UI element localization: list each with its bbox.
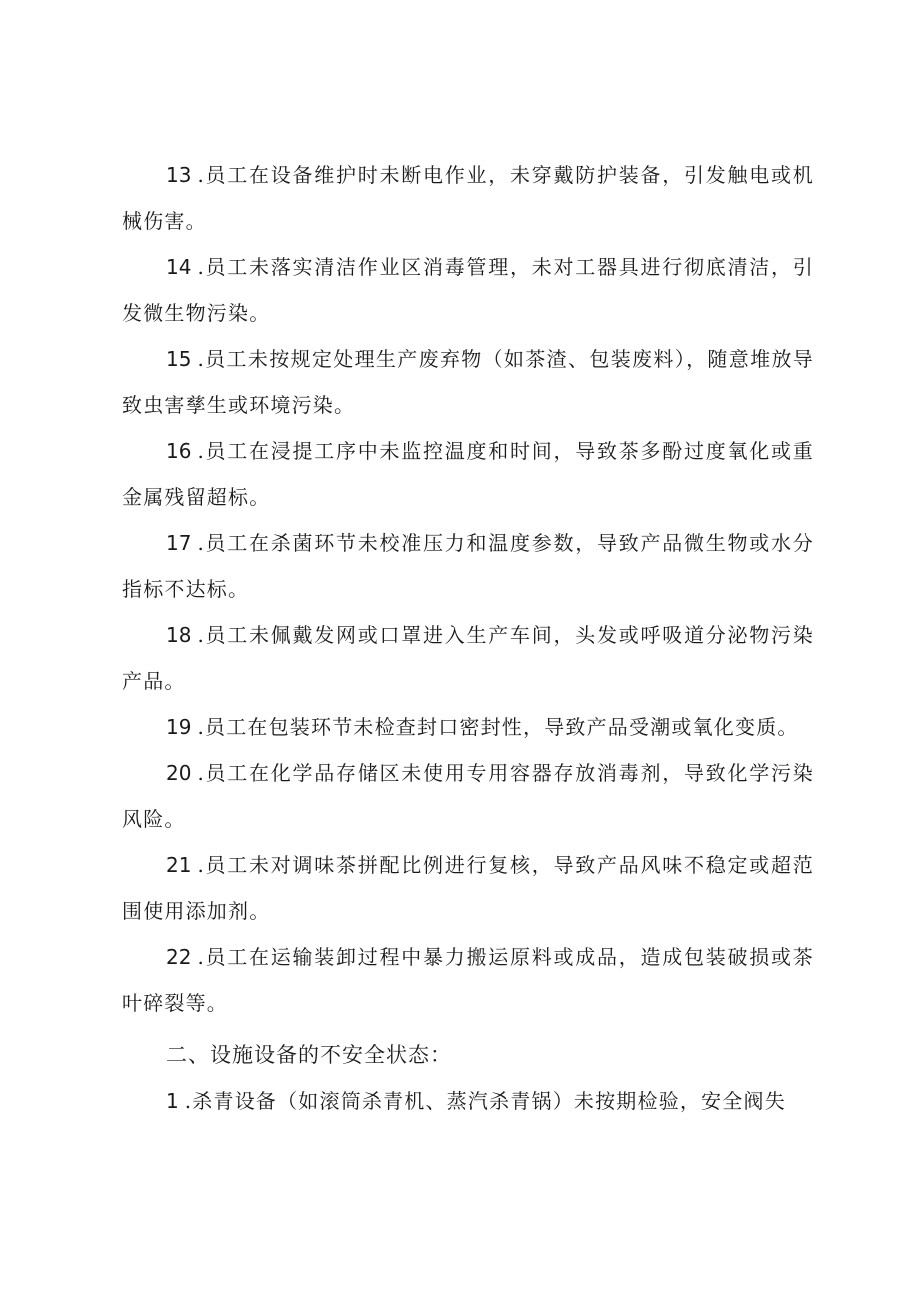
- section-heading: 二、设施设备的不安全状态：: [166, 1043, 452, 1067]
- item-text: .员工未按规定处理生产废弃物（如茶渣、包装废料），随意堆放导致虫害孳生或环境污染。: [122, 347, 814, 417]
- item-number: 22: [166, 945, 192, 969]
- item-number: 17: [166, 531, 192, 555]
- item-list: [122, 152, 814, 1026]
- list-item-13: [122, 152, 814, 244]
- list-item-16: [122, 428, 814, 520]
- item-text: .员工未佩戴发网或口罩进入生产车间，头发或呼吸道分泌物污染产品。: [122, 623, 814, 693]
- item-number: 1: [166, 1089, 179, 1113]
- item-text: .员工在杀菌环节未校准压力和温度参数，导致产品微生物或水分指标不达标。: [122, 531, 814, 601]
- item-text: .员工在浸提工序中未监控温度和时间，导致茶多酚过度氧化或重金属残留超标。: [122, 439, 814, 509]
- item-text: .员工在运输装卸过程中暴力搬运原料或成品，造成包装破损或茶叶碎裂等。: [122, 945, 814, 1015]
- item-text: .员工未落实清洁作业区消毒管理，未对工器具进行彻底清洁，引发微生物污染。: [122, 255, 814, 325]
- item-text: .员工在设备维护时未断电作业，未穿戴防护装备，引发触电或机械伤害。: [122, 163, 814, 233]
- list-item-22: [122, 934, 814, 1026]
- list-item-21: [122, 842, 814, 934]
- item-number: 20: [166, 761, 192, 785]
- section-item-list: [122, 1078, 814, 1124]
- list-item-20: [122, 750, 814, 842]
- list-item-19: [122, 704, 814, 750]
- item-number: 19: [166, 715, 192, 739]
- list-item-17: [122, 520, 814, 612]
- item-text: .杀青设备（如滚筒杀青机、蒸汽杀青锅）未按期检验，安全阀失: [184, 1089, 786, 1113]
- list-item-15: [122, 336, 814, 428]
- item-text: .员工未对调味茶拼配比例进行复核，导致产品风味不稳定或超范围使用添加剂。: [122, 853, 814, 923]
- item-text: .员工在包装环节未检查封口密封性，导致产品受潮或氧化变质。: [197, 715, 799, 739]
- document-page: [122, 152, 814, 1124]
- item-number: 21: [166, 853, 192, 877]
- list-item-14: [122, 244, 814, 336]
- item-number: 18: [166, 623, 192, 647]
- item-number: 16: [166, 439, 192, 463]
- item-number: 15: [166, 347, 192, 371]
- section-list-item-1: [122, 1078, 814, 1124]
- item-number: 14: [166, 255, 192, 279]
- item-number: 13: [166, 163, 192, 187]
- item-text: .员工在化学品存储区未使用专用容器存放消毒剂，导致化学污染风险。: [122, 761, 814, 831]
- list-item-18: [122, 612, 814, 704]
